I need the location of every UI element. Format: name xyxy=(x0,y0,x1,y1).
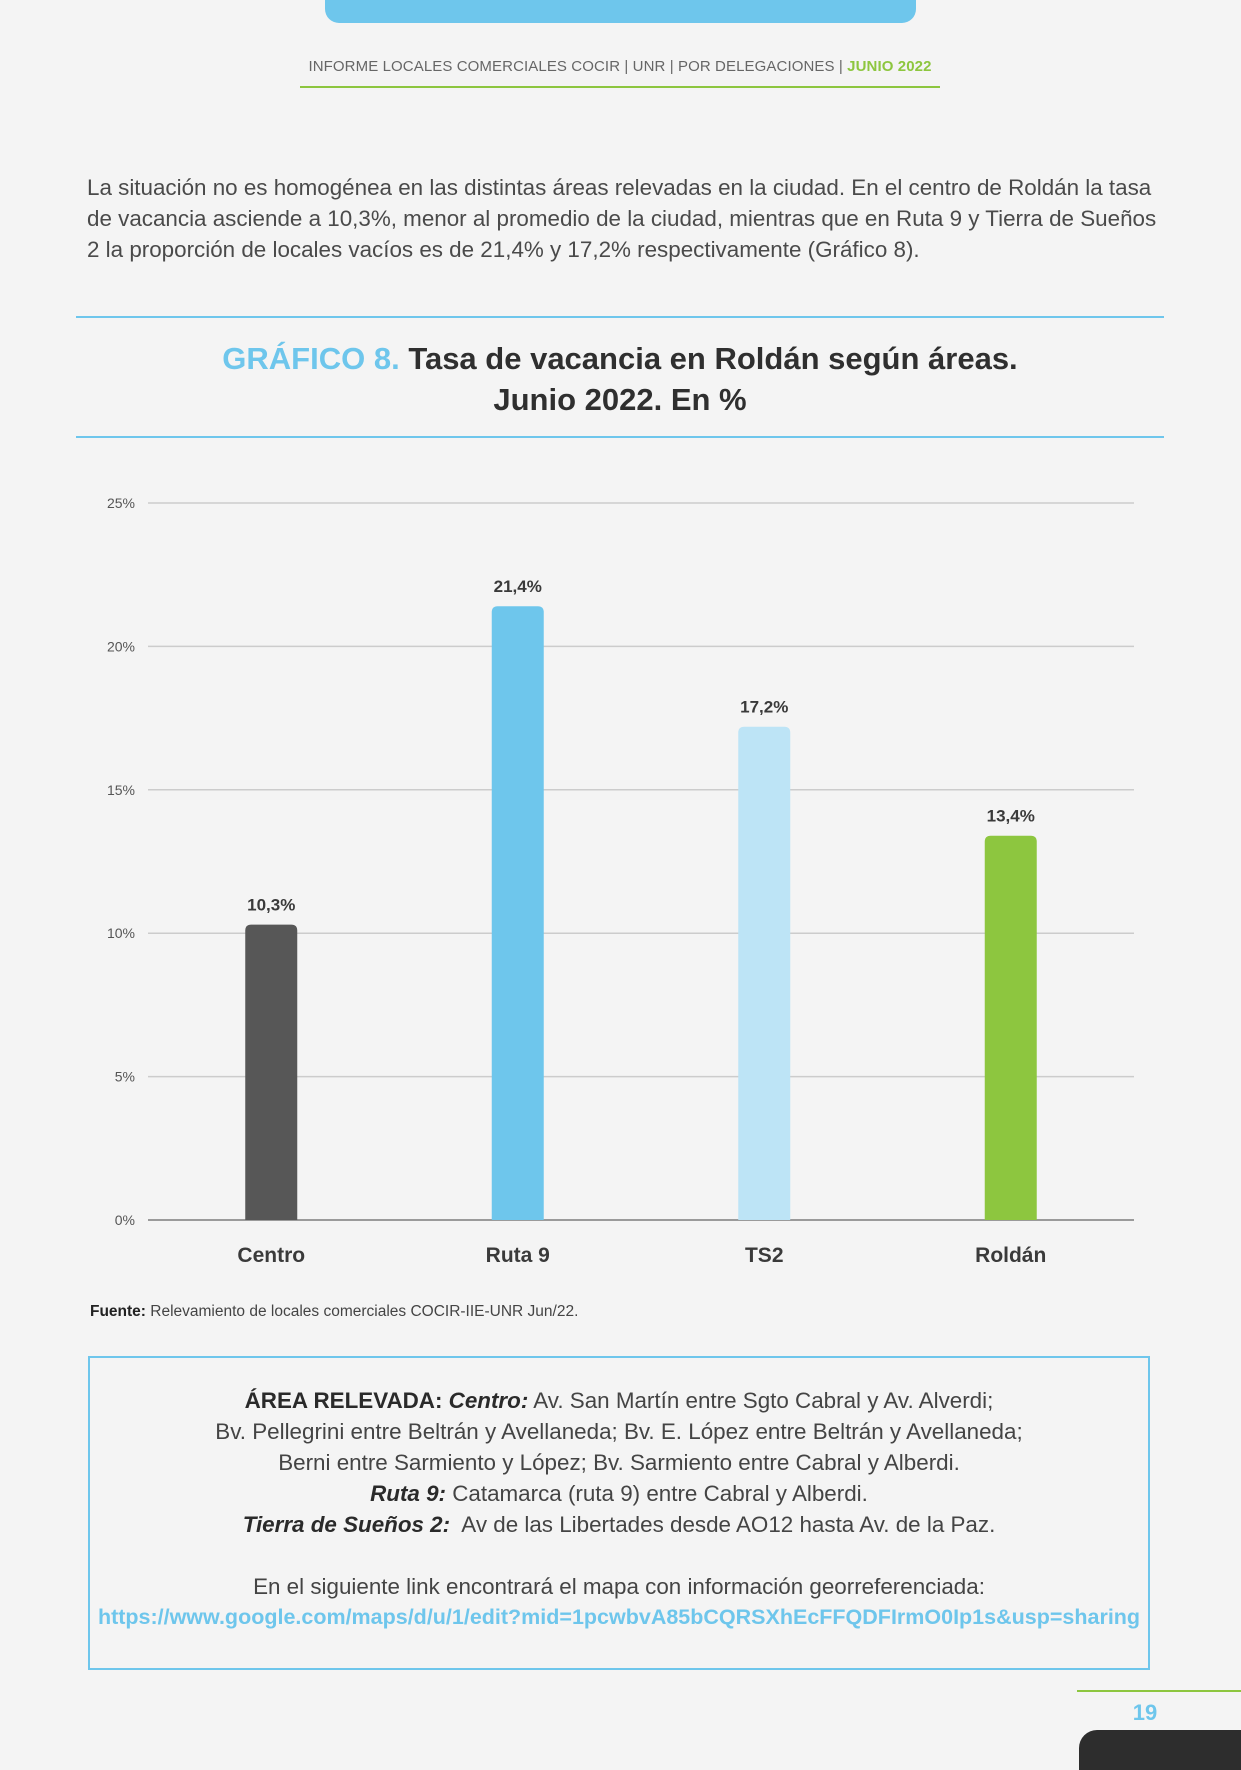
area-heading: ÁREA RELEVADA: xyxy=(244,1388,443,1413)
bar-data-label: 13,4% xyxy=(986,806,1035,826)
y-tick-label: 0% xyxy=(114,1212,135,1228)
x-category-label: TS2 xyxy=(744,1244,784,1267)
bar-data-label: 21,4% xyxy=(493,577,542,597)
x-category-label: Roldán xyxy=(975,1244,1047,1267)
bar xyxy=(245,925,297,1220)
y-tick-label: 25% xyxy=(106,495,135,511)
chart-source xyxy=(90,1303,578,1321)
footer-divider xyxy=(1077,1690,1241,1692)
area-ruta-label: Ruta 9: xyxy=(370,1481,446,1506)
footer-decorative-block xyxy=(1079,1730,1241,1770)
y-tick-label: 5% xyxy=(114,1068,135,1085)
area-ruta-text: Catamarca (ruta 9) entre Cabral y Alberdi. xyxy=(446,1481,868,1506)
report-header-text: INFORME LOCALES COMERCIALES COCIR | UNR | POR DELEGACIONES | xyxy=(308,58,848,75)
area-centro-label: Centro: xyxy=(448,1388,529,1413)
page-number: 19 xyxy=(1132,1700,1158,1725)
bar-data-label: 17,2% xyxy=(740,697,789,717)
y-tick-label: 20% xyxy=(106,638,135,655)
area-spacer xyxy=(90,1540,1148,1571)
map-link[interactable]: https://www.google.com/maps/d/u/1/edit?mid=1pcwbvA85bCQRSXhEcFFQDFIrmO0Ip1s&usp=sharing xyxy=(97,1605,1141,1629)
header-divider xyxy=(300,86,940,88)
y-tick-label: 15% xyxy=(106,781,135,798)
surveyed-area-box xyxy=(88,1356,1150,1670)
area-line-ruta xyxy=(90,1478,1148,1509)
y-tick-label: 10% xyxy=(106,925,135,942)
intro-paragraph: La situación no es homogénea en las distintas áreas relevadas en la ciudad. En el centro de Roldán la tasa de vacancia asciende a 10,3%, menor al promedio de la ciudad, mientras que en Ruta 9 y Tierra de Sueños 2 la proporción de locales vacíos es de 21,4% y 17,2% respectivamente (Gráfico 8). xyxy=(87,175,1157,262)
map-link-intro: En el siguiente link encontrará el mapa con información georreferenciada: xyxy=(253,1574,985,1599)
x-category-label: Centro xyxy=(237,1244,306,1267)
top-decorative-tab xyxy=(325,0,916,23)
source-label: Fuente: xyxy=(90,1303,146,1320)
bar xyxy=(985,836,1037,1220)
title-bottom-divider xyxy=(76,436,1164,438)
area-centro-text-2: Bv. Pellegrini entre Beltrán y Avellaneda; Bv. E. López entre Beltrán y Avellaneda; xyxy=(215,1419,1023,1444)
title-top-divider xyxy=(76,316,1164,318)
chart-title-prefix: GRÁFICO 8. xyxy=(222,341,400,376)
area-tierra-text: Av de las Libertades desde AO12 hasta Av. de la Paz. xyxy=(450,1512,996,1537)
report-header-date: JUNIO 2022 xyxy=(847,58,932,75)
chart-title xyxy=(76,338,1164,420)
bar xyxy=(492,606,544,1220)
bar xyxy=(738,727,790,1220)
area-centro-text-3: Berni entre Sarmiento y López; Bv. Sarmiento entre Cabral y Alberdi. xyxy=(278,1450,960,1475)
report-header xyxy=(300,58,940,75)
area-tierra-label: Tierra de Sueños 2: xyxy=(242,1512,451,1537)
area-line-tierra xyxy=(90,1509,1148,1540)
bar-data-label: 10,3% xyxy=(247,895,296,915)
source-text: Relevamiento de locales comerciales COCIR-IIE-UNR Jun/22. xyxy=(145,1303,579,1320)
vacancy-bar-chart xyxy=(0,480,1241,1280)
x-category-label: Ruta 9 xyxy=(485,1244,550,1267)
chart-title-line1: Tasa de vacancia en Roldán según áreas. xyxy=(399,341,1018,376)
area-centro-text-1: Av. San Martín entre Sgto Cabral y Av. Alverdi; xyxy=(528,1388,994,1413)
chart-title-line2: Junio 2022. En % xyxy=(493,382,747,417)
area-line-1 xyxy=(90,1385,1148,1416)
